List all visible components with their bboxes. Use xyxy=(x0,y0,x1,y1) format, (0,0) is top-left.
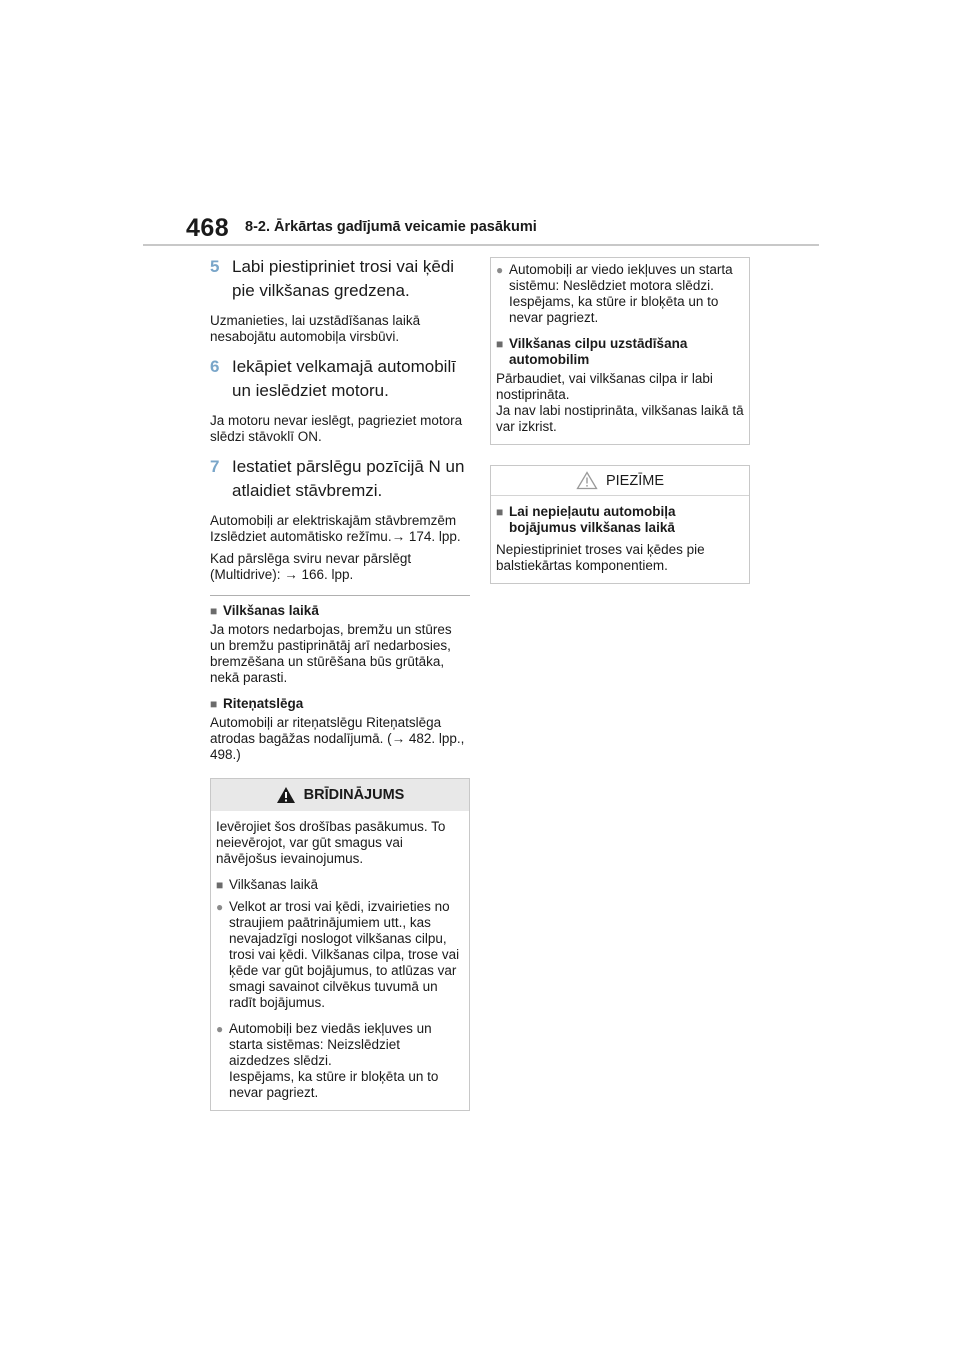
heading-text: Lai nepieļautu automobiļa bojājumus vilkšanas laikā xyxy=(509,504,676,535)
step-note: Uzmanieties, lai uzstādīšanas laikā nesabojātu automobiļa virsbūvi. xyxy=(210,313,421,344)
header-rule xyxy=(143,244,819,246)
round-bullet-icon: ● xyxy=(216,1022,224,1036)
box-text: Pārbaudiet, vai vilkšanas cilpa ir labi nostiprināta. Ja nav labi nostiprināta, vilkšanas laikā tā var izkrist. xyxy=(496,371,744,434)
step-note: Ja motoru nevar ieslēgt, pagrieziet motora slēdzi stāvoklī ON. xyxy=(210,413,463,444)
section-text: Ja motors nedarbojas, bremžu un stūres un bremžu pastiprinātāj arī nedarbosies, bremzēšana un stūrēšana būs grūtāka, nekā parasti. xyxy=(210,622,452,685)
step-number: 5 xyxy=(210,257,220,276)
box-heading xyxy=(496,336,744,368)
square-bullet-icon: ■ xyxy=(216,878,224,892)
section-heading xyxy=(210,603,470,619)
step-text: Iekāpiet velkamajā automobilī un ieslēdziet motoru. xyxy=(232,357,456,400)
step-note: Automobiļi ar elektriskajām stāvbremzēm Izslēdziet automātisko režīmu.→ 174. lpp. xyxy=(210,513,461,544)
bullet-text: Automobiļi bez viedās iekļuves un starta sistēmas: Neizslēdziet aizdedzes slēdzi. Iespējams, ka stūre ir bloķēta un to nevar pagriezt. xyxy=(229,1021,439,1100)
warning-intro: Ievērojiet šos drošības pasākumus. To neievērojot, var gūt smagus vai nāvējošus ievainojumus. xyxy=(216,819,446,866)
page-number: 468 xyxy=(186,214,230,242)
warning-body xyxy=(211,811,469,1110)
notice-body xyxy=(491,496,749,583)
right-column xyxy=(490,257,750,584)
section-divider xyxy=(210,595,470,596)
step-text: Labi piestipriniet trosi vai ķēdi pie vilkšanas gredzena. xyxy=(232,257,455,300)
warning-continuation-box xyxy=(490,257,750,445)
notice-box xyxy=(490,465,750,584)
square-bullet-icon: ■ xyxy=(496,337,504,351)
heading-text: Vilkšanas cilpu uzstādīšana automobilim xyxy=(509,336,688,367)
notice-heading xyxy=(496,504,744,536)
step-number: 6 xyxy=(210,357,220,376)
section-heading xyxy=(210,696,470,712)
box-body xyxy=(491,258,749,444)
warning-triangle-icon xyxy=(276,786,296,804)
heading-text: Vilkšanas laikā xyxy=(223,603,319,618)
square-bullet-icon: ■ xyxy=(496,505,504,519)
step-6 xyxy=(210,355,470,403)
heading-text: Vilkšanas laikā xyxy=(229,877,319,892)
warning-header xyxy=(211,779,469,811)
round-bullet-icon: ● xyxy=(216,900,224,914)
notice-header xyxy=(491,466,749,496)
step-number: 7 xyxy=(210,457,220,476)
caution-triangle-icon xyxy=(576,471,598,490)
step-text: Iestatiet pārslēgu pozīcijā N un atlaidiet stāvbremzi. xyxy=(232,457,465,500)
warning-title: BRĪDINĀJUMS xyxy=(303,787,405,803)
step-5 xyxy=(210,255,470,303)
bullet-text: Velkot ar trosi vai ķēdi, izvairieties no straujiem paātrinājumiem utt., kas nevajadzīgi noslogot vilkšanas cilpu, trosi vai ķēdi. Vilkšanas cilpa, trose vai ķēde var gūt bojājumus, to atlūzas var smagi savainot cilvēkus tuvumā un radīt bojājumus. xyxy=(229,899,460,1010)
step-7 xyxy=(210,455,470,503)
square-bullet-icon: ■ xyxy=(210,697,218,711)
round-bullet-icon: ● xyxy=(496,263,504,277)
heading-text: Riteņatslēga xyxy=(223,696,304,711)
step-note: Kad pārslēga sviru nevar pārslēgt (Multidrive): → 166. lpp. xyxy=(210,551,412,582)
section-title: 8-2. Ārkārtas gadījumā veicamie pasākumi xyxy=(245,219,537,235)
notice-text: Nepiestipriniet troses vai ķēdes pie balstiekārtas komponentiem. xyxy=(496,542,705,573)
warning-bullet xyxy=(216,1021,464,1101)
warning-bullet xyxy=(496,262,744,326)
warning-bullet xyxy=(216,899,464,1011)
left-column xyxy=(210,255,470,1111)
square-bullet-icon: ■ xyxy=(210,604,218,618)
warning-subheading xyxy=(216,877,464,893)
section-text: Automobiļi ar riteņatslēgu Riteņatslēga atrodas bagāžas nodalījumā. (→ 482. lpp., 498.) xyxy=(210,715,465,762)
notice-title: PIEZĪME xyxy=(605,472,664,489)
bullet-text: Automobiļi ar viedo iekļuves un starta sistēmu: Neslēdziet motora slēdzi. Iespējams, ka stūre ir bloķēta un to nevar pagriezt. xyxy=(509,262,733,325)
warning-box xyxy=(210,778,470,1111)
